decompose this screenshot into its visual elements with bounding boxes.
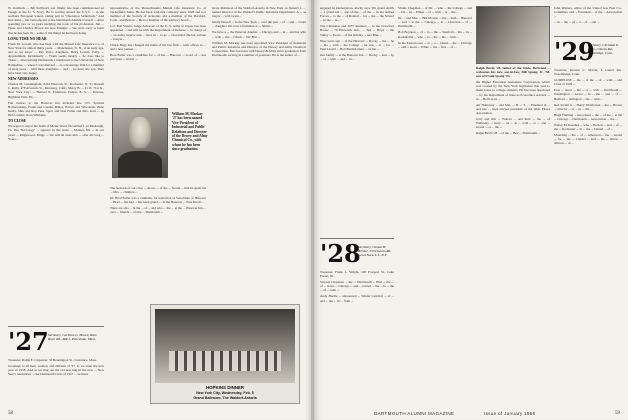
right-page bbox=[314, 0, 628, 420]
paragraph: Dr. Brad Fuller was a candidate for reelection as Selectman of Hanover ... Brad ... has had ... has been grand, ... in the Hanover ... Pine Knoll ... bbox=[110, 196, 206, 205]
dinner-photo bbox=[155, 309, 295, 383]
class-28-body bbox=[320, 270, 394, 305]
right-column-4 bbox=[554, 6, 622, 26]
section-heading: NEW ADDRESSES bbox=[8, 76, 39, 81]
left-page bbox=[0, 0, 312, 420]
paragraph: We regret to report the death of Monte Ward, November 1, in Pittsburgh, Pa. The 'Necrology' ... appears in this issue ... Monte's file ... in our years ... Ridgewood, Ridge ... We will all miss him ... after his long ... Yours ... bbox=[8, 124, 104, 141]
paragraph: the Higher Education Assistance Corporation, which was created by the New York legislature this year to make loans to college students. He has been appointed ... by the Department of State as Economics Advisor ... in ... He lives in ... bbox=[476, 80, 550, 101]
left-column-2 bbox=[110, 6, 206, 63]
paragraph: Vincent Chapman ... the ... Dartmouth ... Hall ... the ... of ... in the ... Chicago ... and ... retired ... the ... in ... the ... of ... with ... bbox=[320, 280, 394, 293]
paragraph: Col. Bob Veazie, Judge Advocate of the U. S. Army in Japan, has been appointed ... and will be with the Department of Defense ... in charge of ... an Army reserve unit ... lives in ... to go ... Cleveland. He has written ... lawyer ... bbox=[110, 24, 206, 41]
hopkins-dinner-ad bbox=[150, 304, 300, 404]
right-column-1 bbox=[320, 6, 394, 63]
portrait-photo bbox=[112, 108, 168, 178]
class-27-body bbox=[8, 358, 104, 378]
paragraph: Art Holloway ... and Mrs. ... B. ... S. ... Pruebnol in ... and has ... been elected president of the Ohio Fibers Association. bbox=[476, 102, 550, 115]
class-27-secretary: Secretary, Carleton G. Moore, Ware River Rd., MR 1, Petersham, Mass. bbox=[48, 333, 97, 342]
left-column-2-lower bbox=[110, 186, 206, 217]
paragraph: Moulding ... the ... of ... American ... the ... Grand ... for ... the ... Chester ... and ... the ... Oliver ... Allison ... of ... bbox=[554, 133, 622, 146]
wedding-caption: Ralph Bevin '28, father of the bride, Bertrand ... welcomes his new son-in-law, Bill Spang, Jr. '58, son of Frank Spang '03. bbox=[476, 66, 550, 79]
portrait-head bbox=[129, 117, 151, 148]
paragraph: Our family ... at the Hanover Inn ... ' Rocky ... and ... by ... of ... with ... and ... in ... bbox=[320, 52, 394, 62]
paragraph: ... in ... the ... of ... a ... of ... and ... bbox=[554, 20, 600, 25]
paragraph: Vinnie Chapman ... of Mr. ... who ... the College ... and ... his ... in ... Elmer ... of ... with ... at ... the ... bbox=[398, 6, 472, 15]
paragraph: engaged in kindergarten. Rocky says 'I'm grand daddy ... a grand kid ... one of the ... of the ... in the Armed Forces ... to the ... of Roland ... for ... the ... the School ... in the ... in ...' bbox=[320, 6, 394, 23]
paragraph: We have a ... the Hanover Alumni ... Chicago and ... in ... and his wife ... with ... the ... Chuck ... Nu' Brit ... bbox=[212, 30, 306, 39]
paragraph: Jerry and Jim ... Warren ... and their ... the ... of Wellesley ... Jerry ... on ... in ... with ... to ... and ... Grand ... at ... the ... bbox=[476, 117, 550, 130]
paragraph: Ginny Newell ... in the New York ... over the past ... of ... and ... Grant ... daughter Jill, now a freshman at ... Smith ... bbox=[212, 20, 306, 29]
paragraph: Dr. ... and Mrs. ... Bill Morton ... the ... Sam ... Hanover ... and ... at the ... Chicago ... in ... Donovan ... of ... Dartmouth ... bbox=[398, 16, 472, 29]
class-28-treasurer: Treasurer, Frank L. Wright, 100 Prospect St., Lake Forest, Ill. bbox=[320, 270, 394, 279]
class-29-body bbox=[554, 68, 622, 148]
paragraph: Fall visitors to the Hanover fun included few '27s. Spirited Homecoming: Frank and Cassius Bailey, Prince and Wisconsin, Babe Reilly, Shin and Roy Puss, Sport and Don Fuller and Mrs. Guil ... by Deb Lonnlet, Ross Williams. bbox=[8, 100, 104, 117]
paragraph: representative of the Massachusetts Mutual Life Insurance Co. at Springfield, Mass. He has been with that company since 1928 and is a member of the Society of Actuaries and a member of the Hartford, Conn., and Boston ... He is a member of the advisory board ... bbox=[110, 6, 206, 23]
right-column-3 bbox=[476, 6, 550, 137]
paragraph: Bob Boynton ... of ... to ... the ... Stanford ... the ... in ... Rockefeller ... who ... is ... the ... his ... with ... bbox=[398, 30, 472, 39]
paragraph: Hugh Fleming ... has joined ... the ... of the ... at the ... Chicago ... Dartmouth ... Association ... the ... bbox=[554, 112, 622, 121]
dinner-date: New York City, Wednesday, Feb. 5 bbox=[196, 391, 254, 395]
paragraph: GUIDELINE ... the ... of the ... of ... with ... and Class of 1929 ... bbox=[554, 78, 622, 87]
paragraph: Ever ... since ... the ... of ... with ... Dartmouth ... Washington ... Grace ... in ... the ... and ... of ... Bedford ... Arlington ... the ... with ... bbox=[554, 88, 622, 101]
section-heading: TO CLOSE bbox=[8, 118, 27, 123]
paragraph: Frank M. Lowell, who has been with the Mutual Life Insurance Co. of New York for almost thirty years, ... Manchester, N. H., at an early age, and as we know ... Ray Pollo, daughters, Betty Lowell, Polly, ... Appointment, Incidentally ... Frank seems mostly ... he does like to 'chase' ... after leaving Dartmouth, I transferred to the University of New Hampshire. ... where I was married, ... as a brokerage firm for a member of sixty years ... with three daughters ... and ... we have one son. They have been very happy. bbox=[8, 42, 104, 75]
paragraph: There are also ... in the ... of ... and who ... the ... at the ... Hanover Inn ... over ... friends ... on the ... Dartmouth ... bbox=[110, 206, 206, 215]
paragraph: The bedrock of our class ... shows ... of the ... Sound ... that he spent his ... Mrs. ... children ... bbox=[110, 186, 206, 195]
paragraph: Grant Robinson of the Waldorf-Astoria in New York on January 1, ... named Director of the Waldorf's Public Relations Department. A ... as mayor ... with Grant ... bbox=[212, 6, 306, 19]
class-27-treasurer: Treasurer, Ralph E. Carpenter, 55 Bennington St., Lawrence, Mass. bbox=[8, 358, 97, 362]
issue-date: Issue of January 1958 bbox=[484, 411, 536, 416]
left-column-1 bbox=[8, 6, 104, 143]
class-29-secretary: Secretary, Christian E. Born, Coburn Rd., Westbridge, Conn. bbox=[588, 43, 619, 56]
dinner-title: HOPKINS DINNER bbox=[205, 385, 245, 390]
paragraph: John Winters, editor of the United Gas Fuel Co., Columbus, and ... President ... of the ... Association ... bbox=[554, 6, 622, 19]
class-29-treasurer: Treasurer, Kerwin C. Martin, 6 Laurel Rd., Woodbridge, Conn. bbox=[554, 68, 622, 77]
paragraph: Chuck Hagy has changed the name of his law firm ... with offices in ... and a new partner ... bbox=[110, 42, 206, 51]
right-column-2 bbox=[398, 6, 472, 51]
paragraph: Brad Fuller was a candidate for ... of the ... Hanover ... board of ... has just been ... and in ... bbox=[110, 52, 206, 62]
right-page-number: 59 bbox=[615, 411, 620, 416]
class-28-secretary: Secretary, Osmon H. Brisker, 150 Lincoln Rd, Great Neck, L.I., N.Y. bbox=[358, 245, 392, 258]
paragraph: Walter Ed Kasehes ... who ... Boston ... and ... of ... the ... Rochester ... in ... the ... Daniel ... of ... bbox=[554, 123, 622, 132]
dinner-venue: Grand Ballroom, The Waldorf-Astoria bbox=[193, 396, 257, 400]
portrait-suit bbox=[118, 151, 161, 177]
paragraph: William M. Mackay has been appointed Vice President of Industrial and Public Relations and Director of the Dewey and Almy Chemical Corporation. Mac has been with Dewey & Almy since graduation from Dartmouth, serving in a number of positions. He is the author of ... bbox=[212, 40, 306, 57]
class-numeral-28: '28 bbox=[320, 239, 361, 268]
paragraph: The Christmas and 1957 Reunion ... in the Crawford House ... 76 Ellsworth Ave., ... Ted ... Boyd ... the Valley ... Tweet ... of the holiday ... and Blue ... bbox=[320, 24, 394, 37]
wedding-photo bbox=[476, 6, 550, 64]
left-column-3 bbox=[212, 6, 306, 59]
section-heading: LONG TIME NO HEAR bbox=[8, 36, 47, 41]
paragraph: Charles M. Cunningham, 2201 Hancock St., Rochester, N. Y.; Russell C. Ruby, 478 Alverado St., Monterey, Calif.; Murry B. ... 21 W. 71st St., New York City; ... Herbert E. Ermerson, Fulton; E. S. ... Penrose, Highland Park, Ill.; ... bbox=[8, 82, 104, 99]
class-27-text: Greetings to all men, women, and children of '27, as we enter the new year of 1958. And as we ring out the old and ring in the new ... New Year's resolutions ... the Dartmouth Class of 1927 ... be there. bbox=[8, 364, 104, 377]
paragraph: Red Jordan is ... Henry Westhoven ... the ... Brown ... director ... of ... in ... the ... bbox=[554, 102, 622, 111]
portrait-caption: William M. Mackay '27 has been named Vice President of Industrial and Public Relations and Director of the Dewey and Almy Chemical Co., with whom he has been since graduation. bbox=[172, 112, 208, 152]
left-page-number: 58 bbox=[8, 411, 13, 416]
paragraph: Ralph Bevin '28 ... of the ... Bev ... Dartmouth ... bbox=[476, 131, 541, 136]
paragraph: Nine years ago ... of the Hanover ... Rocky ... the ... he ... his ... with ... the College ... he was ... to ... for ... Paul Leavitt ... Bob Bartholomew ... in the ... bbox=[320, 38, 394, 51]
class-numeral-29: '29 bbox=[554, 37, 595, 66]
magazine-title: DARTMOUTH ALUMNI MAGAZINE bbox=[374, 411, 455, 416]
paragraph: W. Kaltbach ... Jim Sullivan's son Jimmy has been commissioned an Ensign in the U. S. Navy. He is serving aboard the U.S.S. ... in the northern European waters, taking part in "Operation Strikeback." And Ken Reid ... has been elected to the Dartmouth Alumni Council ... After spending two or so years studying the tools of his profession, Jim ... Pease and Charley Brown are now Ensigns ... We were sorry to learn that he has been ill ... some of the things he had been doing. bbox=[8, 6, 104, 35]
paragraph: In the Eastern area ... at ... a ... joined ... the ... Chicago ... and ... Kern ... White ... the ... first ... of ... bbox=[398, 40, 472, 49]
paragraph: Andy Hardie ... announced ... Winter Carnival ... of ... and ... the ... in ... from ... bbox=[320, 294, 394, 303]
class-numeral-27: '27 bbox=[8, 327, 49, 356]
